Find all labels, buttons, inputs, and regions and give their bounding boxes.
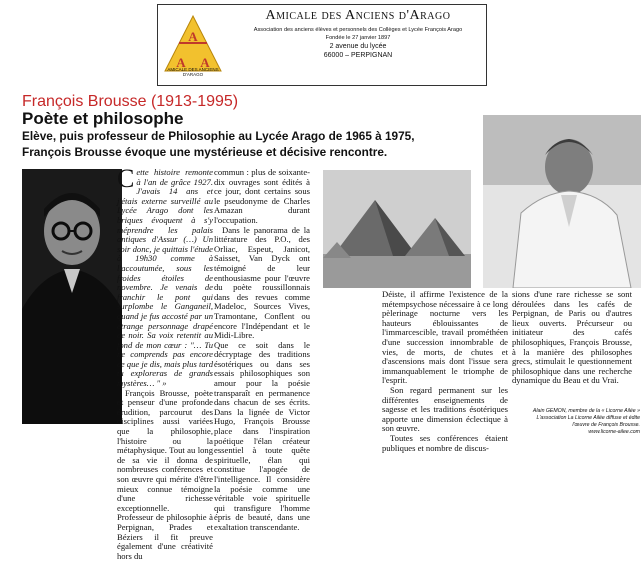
caption-link[interactable]: www.licorne-ailee.com: [588, 429, 640, 435]
caption-line: Alain GEMON, membre de la « Licorne Ailée »: [532, 408, 640, 414]
portrait-photo-elder: [483, 115, 641, 288]
amicale-street: 2 avenue du lycée: [329, 43, 387, 50]
pyramids-photo: [323, 170, 471, 288]
portrait-photo-young: [22, 169, 122, 424]
article-subtitle: Poète et philosophe: [22, 109, 184, 128]
amicale-description: Association des anciens élèves et personnels des Collèges et Lycée François Arago: [253, 27, 463, 33]
caption-line: l'œuvre de François Brousse.: [572, 422, 640, 428]
svg-text:A: A: [200, 55, 210, 70]
paragraph: Déiste, il affirme l'existence de la métempsychose nécessaire à ce long pèlerinage nocturne vers les hauteurs éblouissantes de l'immarcescible, travail prométhéen d'une succession innombrable de vies, de morts, de chutes et d'ascensions mais dont l'issue sera immanquablement le triomphe de l'esprit.: [382, 289, 508, 386]
amicale-founded: Fondée le 27 janvier 1897: [325, 35, 391, 41]
paragraph: Que ce soit dans le décryptage des traditions ésotériques ou dans ses essais philosophiques son amour pour la poésie transparaît en permanence dans chacun de ses écrits. Dans la lignée de Victor Hugo, François Brousse place dans l'inspiration poétique l'élan créateur essentiel à toute quête spirituelle, élan qui constitue l'apogée de l'intelligence. Il considère la poésie comme une véritable voie spirituelle qui transfigure l'homme épris de beauté, dans une exaltation transcendante.: [214, 339, 310, 532]
article-column-3: [382, 290, 508, 453]
paragraph: Professeur de philosophie à Perpignan, Prades et Béziers il fit preuve également d'une créativité hors du: [117, 512, 213, 561]
drop-cap: C: [117, 164, 135, 193]
article-name-title: François Brousse (1913-1995): [22, 93, 239, 110]
association-banner: [157, 4, 487, 86]
svg-text:A: A: [176, 55, 186, 70]
article-column-4: [512, 290, 632, 386]
paragraph: Son regard permanent sur les différentes enseignements de sagesse et les traditions ésotériques apporte une dimension éclectique à son œuvre.: [382, 384, 508, 434]
logo-caption: AMICALE DES ANCIENS D'ARAGO: [167, 67, 219, 77]
caption-line: L'association La Licorne Ailée diffuse et édite: [536, 415, 640, 421]
article-column-2: [214, 168, 310, 533]
amicale-title: Amicale des Anciens d'Arago: [265, 8, 451, 23]
article-intro-line-1: Elève, puis professeur de Philosophie au Lycée Arago de 1965 à 1975,: [22, 129, 415, 143]
author-caption: [510, 408, 640, 436]
svg-text:A: A: [188, 29, 198, 44]
amicale-city: 66000 – PERPIGNAN: [323, 52, 393, 59]
article-column-1: [117, 164, 213, 561]
paragraph: commun : plus de soixante-dix ouvrages sont édités à ce jour, dont certains sous le pseudonyme de Charles Amazan durant l'occupation.: [214, 167, 310, 225]
paragraph: sions d'une rare richesse se sont déroulées dans les cafés de Perpignan, de Paris ou d'autres lieux ouverts. Précurseur ou initiateur des cafés philosophiques, François Brousse, à la manière des philosophes grecs, stimulait le questionnement philosophique dans une recherche dynamique du Beau et du Vrai.: [512, 289, 632, 386]
paragraph: Dans le panorama de la littérature des P.O., des Orliac, Espeut, Janicot, Saisset, Van Dyck ont témoigné de leur enthousiasme pour l'œuvre du poète roussillonnais dans des revues comme Madeloc, Sources Vives, Tramontane, Conflent ou encore l'Indépendant et le Midi-Libre.: [214, 224, 310, 341]
opening-quote: [117, 164, 213, 389]
paragraph: François Brousse, poète et penseur d'une profonde érudition, parcourut des disciplines aussi variées que la philosophie, l'histoire ou la métaphysique. Tout au long de sa vie il donna de nombreuses conférences et son œuvre qui mérite d'être mieux connue témoigne d'une richesse exceptionnelle.: [117, 387, 213, 513]
article-intro-line-2: François Brousse évoque une mystérieuse et décisive rencontre.: [22, 145, 388, 159]
opening-quote-text: ette histoire remonte à l'an de grâce 1927. J'avais 14 ans et j'étais externe surveillé au Lycée Arago dont les briques évoquent à s'y méprendre les palais antiques d'Assur (…) Un soir donc, je quittais l'étude à 19h30 comme à l'accoutumée, sous les froides étoiles de novembre. Je venais de franchir le pont qui surplombe le Ganganeil, quand je fus accosté par un étrange personnage drapé de noir. Sa voix retentit au fond de mon cœur : "… Tu ne comprends pas encore ce que je dis, mais plus tard tu exploreras de grands mystères… " »: [117, 167, 213, 389]
paragraph: Toutes ses conférences étaient publiques et nombre de discus-: [382, 432, 508, 453]
